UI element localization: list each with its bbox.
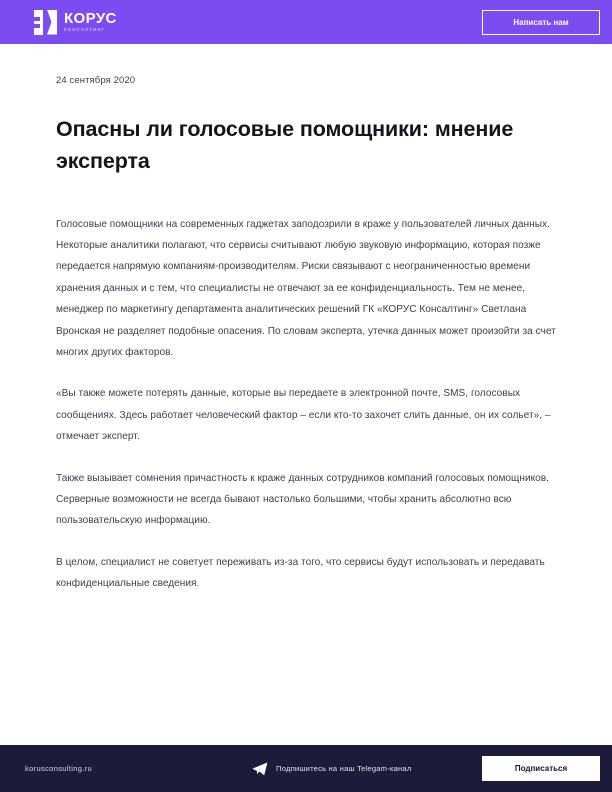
korus-logo-icon xyxy=(34,10,57,35)
subscribe-button[interactable]: Подписаться xyxy=(482,756,600,781)
page-title: Опасны ли голосовые помощники: мнение эксперта xyxy=(56,117,514,173)
logo-subtitle: КОНСАЛТИНГ xyxy=(64,27,106,33)
telegram-promo xyxy=(252,762,411,776)
site-header xyxy=(0,0,612,44)
article-body xyxy=(0,44,612,594)
contact-us-button[interactable]: Написать нам xyxy=(482,10,600,35)
article-paragraph: Голосовые помощники на современных гаджетах заподозрили в краже у пользователей личных данных. Некоторые аналитики полагают, что сервисы считывают любую звуковую информацию, которая позже передается напрямую компаниям-производителям. Риски связывают с неограниченностью времени хранения данных и с тем, что специалисты не отвечают за ее конфиденциальность. Тем не менее, менеджер по маркетингу департамента аналитических решений ГК «КОРУС Консалтинг» Светлана Вронская не разделяет подобные опасения. По словам эксперта, утечка данных может произойти за счет многих других факторов. xyxy=(56,218,556,358)
logo-name: КОРУС xyxy=(64,10,117,28)
logo-wordmark xyxy=(64,11,117,32)
telegram-icon xyxy=(252,762,268,776)
article-paragraph: Также вызывает сомнения причастность к краже данных сотрудников компаний голосовых помощников. Серверные возможности не всегда бывают настолько большими, чтобы хранить абсолютно всю пользовательскую информацию. xyxy=(56,472,550,527)
article-paragraph: «Вы также можете потерять данные, которые вы передаете в электронной почте, SMS, голосовых сообщениях. Здесь работает человеческий фактор – если кто-то захочет слить данные, он их сольет», – отмечает эксперт. xyxy=(56,388,551,443)
footer-website-link[interactable]: korusconsulting.ru xyxy=(25,764,93,773)
logo[interactable] xyxy=(34,10,117,35)
site-footer xyxy=(0,745,612,792)
telegram-promo-text: Подпишитесь на наш Telegam-канал xyxy=(276,764,412,773)
publish-date: 24 сентября 2020 xyxy=(56,75,136,86)
article-paragraph: В целом, специалист не советует переживать из-за того, что сервисы будут использовать и передавать конфиденциальные сведения. xyxy=(56,556,545,590)
